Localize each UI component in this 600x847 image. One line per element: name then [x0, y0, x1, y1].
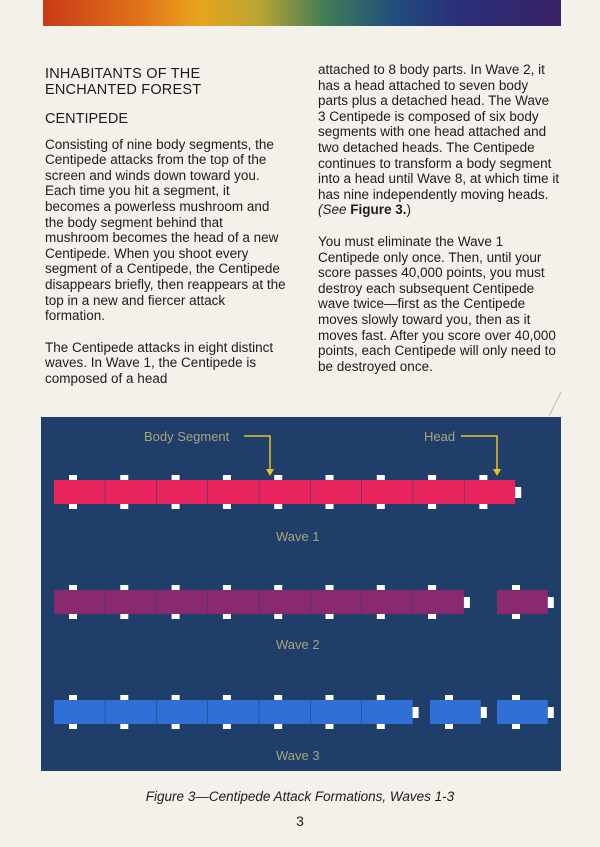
- left-column: [45, 62, 287, 403]
- centipede-leg: [274, 724, 282, 729]
- centipede-head: [362, 700, 413, 724]
- centipede-head: [464, 480, 515, 504]
- centipede-head-eye: [481, 707, 487, 718]
- head-label: Head: [424, 429, 456, 444]
- centipede-leg: [428, 504, 436, 509]
- centipede-leg: [120, 504, 128, 509]
- centipede-leg: [120, 695, 128, 700]
- section-title: INHABITANTS OF THE ENCHANTED FOREST: [45, 66, 202, 98]
- centipede-leg: [120, 614, 128, 619]
- centipede-leg: [69, 504, 77, 509]
- centipede-head: [497, 590, 548, 614]
- centipede-body-segment: [54, 590, 105, 614]
- centipede-leg: [377, 695, 385, 700]
- centipede-leg: [120, 475, 128, 480]
- centipede-body-segment: [157, 480, 208, 504]
- wave-1-label: Wave 1: [276, 529, 320, 544]
- page-number: 3: [296, 813, 304, 829]
- centipede-leg: [223, 695, 231, 700]
- paragraph: [318, 62, 560, 218]
- centipede-body-segment: [208, 480, 259, 504]
- body-segment-callout: [244, 436, 270, 472]
- divider-stroke: [548, 392, 562, 416]
- see-prefix: (See: [318, 202, 351, 218]
- centipede-body-segment: [105, 590, 156, 614]
- figure-reference: [318, 202, 411, 217]
- centipede-leg: [326, 724, 334, 729]
- centipede-leg: [172, 475, 180, 480]
- centipede-body-segment: [311, 480, 362, 504]
- centipede-leg: [512, 614, 520, 619]
- centipede-leg: [512, 585, 520, 590]
- centipede-head: [413, 590, 464, 614]
- centipede-heading: CENTIPEDE: [45, 111, 128, 127]
- head-arrow: [493, 469, 501, 476]
- centipede-body-segment: [362, 480, 413, 504]
- paragraph: You must eliminate the Wave 1 Centipede only once. Then, until your score passes 40,000 points, you must destroy each subsequent Centipede wave twice—first as the Centipede moves slowly toward you, then as it moves fast. After you score over 40,000 points, each Centipede will only need to be destroyed once.: [318, 233, 556, 374]
- centipede-body-segment: [208, 590, 259, 614]
- wave-3-label: Wave 3: [276, 748, 320, 763]
- centipede-body-segment: [105, 700, 156, 724]
- centipede-leg: [377, 504, 385, 509]
- centipede-leg: [377, 585, 385, 590]
- centipede-body-segment: [259, 590, 310, 614]
- centipede-leg: [326, 504, 334, 509]
- centipede-leg: [479, 504, 487, 509]
- centipede-leg: [326, 614, 334, 619]
- centipede-head-eye: [515, 487, 521, 498]
- centipede-leg: [120, 724, 128, 729]
- centipede-body-segment: [208, 700, 259, 724]
- centipede-leg: [223, 475, 231, 480]
- centipede-leg: [445, 724, 453, 729]
- see-suffix: ): [406, 202, 412, 218]
- wave-1-centipede: [54, 475, 521, 509]
- centipede-leg: [172, 504, 180, 509]
- centipede-leg: [377, 724, 385, 729]
- centipede-leg: [223, 585, 231, 590]
- centipede-head-eye: [464, 597, 470, 608]
- centipede-head: [497, 700, 548, 724]
- centipede-leg: [274, 585, 282, 590]
- centipede-leg: [223, 504, 231, 509]
- right-column: [318, 62, 560, 390]
- centipede-diagram: [41, 417, 561, 771]
- centipede-body-segment: [54, 700, 105, 724]
- centipede-body-segment: [259, 480, 310, 504]
- centipede-body-segment: [105, 480, 156, 504]
- centipede-head-eye: [548, 597, 554, 608]
- paragraph: The Centipede attacks in eight distinct waves. In Wave 1, the Centipede is composed of a head: [45, 339, 274, 386]
- centipede-body-segment: [157, 590, 208, 614]
- centipede-leg: [69, 614, 77, 619]
- centipede-leg: [479, 475, 487, 480]
- centipede-leg: [274, 504, 282, 509]
- wave-2-centipede: [54, 585, 554, 619]
- centipede-body-segment: [311, 700, 362, 724]
- paragraph: Consisting of nine body segments, the Centipede attacks from the top of the screen and winds down toward you. Each time you hit a segment, it becomes a powerless mushroom and the body segment behind that mushroom becomes the head of a new Centipede. When you shoot every segment of a Centipede, the Centipede disappears briefly, then reappears at the top in a new and fiercer attack formation.: [45, 136, 286, 324]
- centipede-head: [430, 700, 481, 724]
- centipede-leg: [172, 614, 180, 619]
- centipede-leg: [223, 614, 231, 619]
- centipede-leg: [512, 695, 520, 700]
- centipede-leg: [377, 614, 385, 619]
- figure-panel: [41, 417, 561, 771]
- see-figure: Figure 3.: [350, 202, 407, 218]
- centipede-leg: [428, 585, 436, 590]
- centipede-leg: [172, 724, 180, 729]
- centipede-leg: [69, 695, 77, 700]
- header-color-band: [43, 0, 561, 26]
- centipede-leg: [428, 614, 436, 619]
- centipede-leg: [69, 475, 77, 480]
- centipede-leg: [69, 585, 77, 590]
- figure-caption: Figure 3—Centipede Attack Formations, Waves 1-3: [145, 789, 455, 804]
- paragraph-text: attached to 8 body parts. In Wave 2, it has a head attached to seven body parts plus a detached head. The Wave 3 Centipede is composed of six body segments with one head attached and two detached heads. The Centipede continues to transform a body segment into a head until Wave 8, at which time it has nine independently moving heads.: [318, 62, 560, 202]
- centipede-body-segment: [54, 480, 105, 504]
- head-callout: [461, 436, 497, 472]
- centipede-leg: [120, 585, 128, 590]
- wave-2-label: Wave 2: [276, 637, 320, 652]
- centipede-leg: [274, 475, 282, 480]
- centipede-leg: [428, 475, 436, 480]
- body-segment-arrow: [266, 469, 274, 476]
- centipede-body-segment: [362, 590, 413, 614]
- centipede-leg: [172, 585, 180, 590]
- body-segment-label: Body Segment: [144, 429, 230, 444]
- centipede-leg: [172, 695, 180, 700]
- centipede-leg: [274, 695, 282, 700]
- centipede-body-segment: [413, 480, 464, 504]
- centipede-body-segment: [157, 700, 208, 724]
- centipede-leg: [326, 695, 334, 700]
- centipede-leg: [445, 695, 453, 700]
- centipede-leg: [223, 724, 231, 729]
- centipede-leg: [274, 614, 282, 619]
- centipede-body-segment: [259, 700, 310, 724]
- centipede-leg: [69, 724, 77, 729]
- centipede-body-segment: [311, 590, 362, 614]
- wave-3-centipede: [54, 695, 554, 729]
- centipede-head-eye: [548, 707, 554, 718]
- centipede-leg: [326, 585, 334, 590]
- centipede-head-eye: [413, 707, 419, 718]
- centipede-leg: [512, 724, 520, 729]
- centipede-leg: [377, 475, 385, 480]
- centipede-leg: [326, 475, 334, 480]
